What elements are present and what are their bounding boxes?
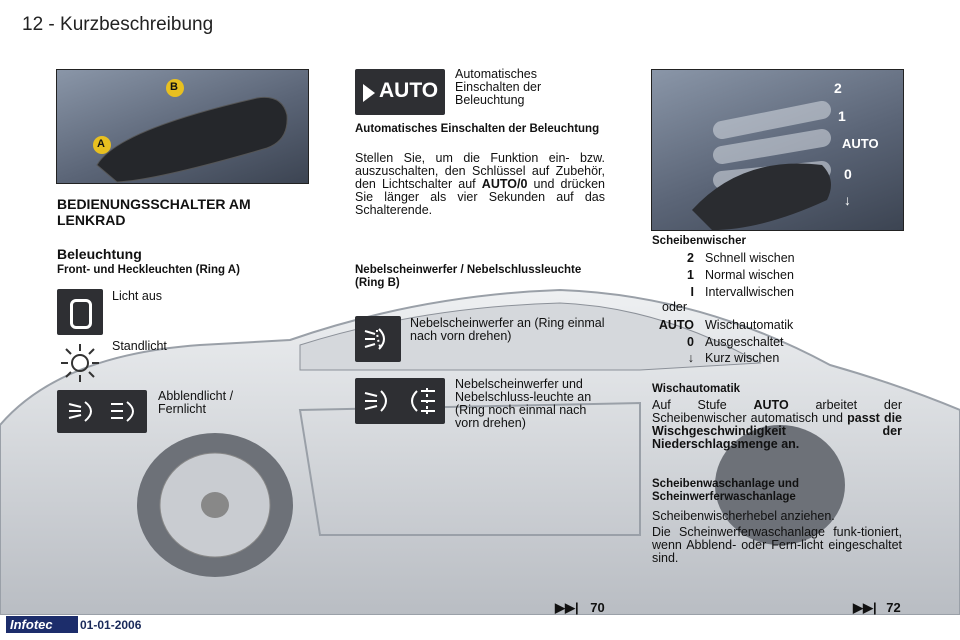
wiper-label-auto: AUTO	[842, 136, 879, 151]
footer-date: 01-01-2006	[80, 618, 142, 632]
ring-b-label: B	[170, 81, 178, 93]
auto-wipe-heading: Wischautomatik	[652, 383, 741, 395]
front-fog-icon	[355, 316, 401, 362]
auto-wipe-text-2: arbeitet der Scheibenwischer automatisch und	[652, 398, 902, 425]
light-off-icon	[57, 289, 103, 335]
auto-wipe-text-bold2: passt die Wischgeschwindigkeit der Niederschlagsmenge an.	[652, 411, 903, 451]
section-heading: BEDIENUNGSSCHALTER AM LENKRAD	[57, 196, 251, 228]
wash-text-2: Die Scheinwerferwaschanlage funk-tioniert, wenn Abblend- oder Fern-licht eingeschaltet sind.	[652, 525, 902, 565]
wiper-row-key: 1	[687, 268, 694, 282]
wiper-stalk-photo	[651, 69, 904, 231]
auto-wipe-text-1: Auf Stufe	[652, 398, 754, 412]
auto-lighting-icon	[355, 69, 445, 115]
wiper-row-value: Ausgeschaltet	[705, 335, 784, 349]
rear-fog-label: Nebelscheinwerfer und Nebelschluss-leuchte an (Ring noch einmal nach vorn drehen)	[455, 377, 592, 430]
lighting-heading: Beleuchtung	[57, 246, 142, 262]
dipped-main-beam-icon	[57, 390, 147, 433]
auto-lighting-text-2: und drücken Sie länger als vier Sekunden auf das Schalterende.	[355, 177, 605, 217]
fog-and-rear-fog-icon	[355, 378, 445, 424]
wiper-row-value: Intervallwischen	[705, 285, 794, 299]
wiper-heading: Scheibenwischer	[652, 235, 746, 247]
wiper-row-value: Schnell wischen	[705, 251, 795, 265]
light-off-label: Licht aus	[112, 289, 163, 303]
front-fog-label: Nebelscheinwerfer an (Ring einmal nach vorn drehen)	[410, 316, 605, 343]
page-ref-70[interactable]	[555, 600, 605, 616]
auto-wipe-text	[652, 399, 902, 451]
wiper-label-1: 1	[838, 108, 846, 124]
parking-light-icon	[57, 340, 103, 386]
ring-a-label: A	[97, 138, 105, 150]
fog-heading: Nebelscheinwerfer / Nebelschlussleuchte (Ring B)	[355, 264, 582, 289]
auto-lighting-caption: Automatisches Einschalten der Beleuchtung	[455, 67, 542, 107]
page-title: 12 - Kurzbeschreibung	[22, 14, 214, 35]
wash-heading: Scheibenwaschanlage und Scheinwerferwaschanlage	[652, 478, 799, 503]
wiper-row-key: 0	[687, 335, 694, 349]
parking-light-label: Standlicht	[112, 339, 167, 353]
fast-forward-icon: ▶▶|	[853, 600, 877, 615]
wiper-or-label: oder	[662, 300, 688, 314]
auto-lighting-icon-text: AUTO	[379, 79, 439, 102]
auto-lighting-text-bold: AUTO/0	[481, 177, 528, 191]
lighting-stalk-drawing	[57, 70, 308, 183]
wash-text-1: Scheibenwischerhebel anziehen.	[652, 509, 835, 523]
wiper-row-key: 2	[687, 251, 694, 265]
wiper-row-key: AUTO	[658, 318, 694, 332]
fast-forward-icon: ▶▶|	[555, 600, 579, 615]
wiper-row-value: Normal wischen	[705, 268, 794, 282]
wiper-label-0: 0	[844, 166, 852, 182]
page-ref-72-label: 72	[886, 600, 901, 615]
auto-lighting-heading: Automatisches Einschalten der Beleuchtung	[355, 123, 600, 135]
page-ref-70-label: 70	[590, 600, 605, 615]
wiper-row-value: Kurz wischen	[705, 351, 780, 365]
ring-a-heading: Front- und Heckleuchten (Ring A)	[57, 264, 240, 276]
auto-lighting-text	[355, 152, 605, 217]
wiper-label-single: ↓	[844, 192, 851, 208]
infotec-logo: Infotec	[6, 616, 78, 633]
auto-lighting-text-1: Stellen Sie, um die Funktion ein- bzw. auszuschalten, den Schlüssel auf Zubehör, den Lichtschalter auf	[355, 151, 605, 191]
page-ref-72[interactable]	[853, 600, 901, 616]
lighting-stalk-photo	[56, 69, 309, 184]
wiper-row-value: Wischautomatik	[705, 318, 794, 332]
dipped-main-beam-label: Abblendlicht / Fernlicht	[158, 389, 234, 416]
wiper-row-key: ↓	[687, 351, 694, 365]
wiper-label-2: 2	[834, 80, 842, 96]
wiper-row-key: I	[690, 285, 694, 299]
auto-wipe-text-bold1: AUTO	[753, 398, 789, 412]
